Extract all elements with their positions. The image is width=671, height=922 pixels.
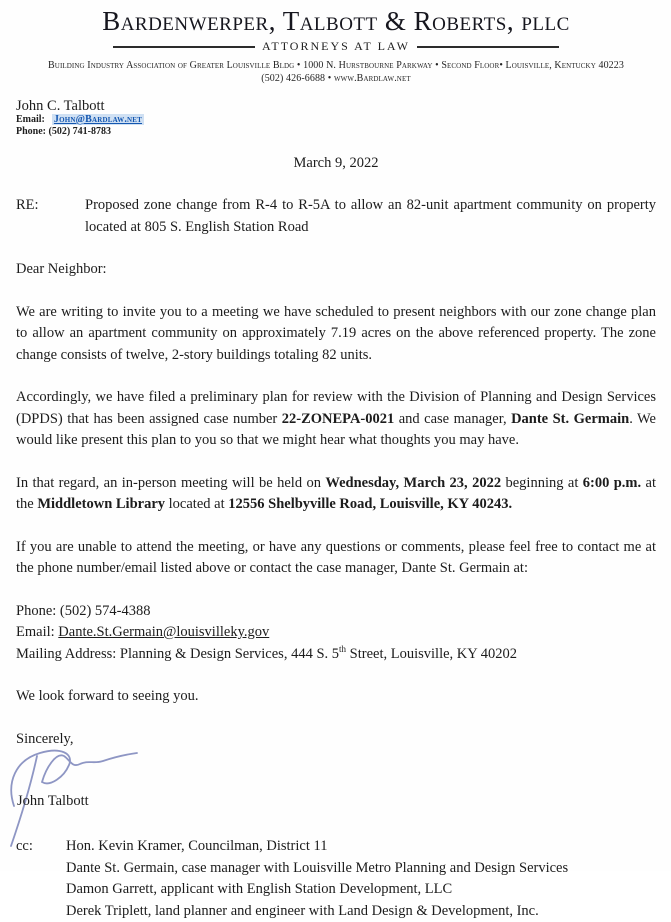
cc-entry: Derek Triplett, land planner and engineer with Land Design & Development, Inc. (66, 901, 656, 922)
firm-name: Bardenwerper, Talbott & Roberts, pllc (16, 6, 656, 36)
firm-address-line: Building Industry Association of Greater Louisville Bldg • 1000 N. Hurstbourne Parkway • Second Floor• Louisville, Kentucky 40223 (16, 60, 656, 72)
body-paragraph-1: We are writing to invite you to a meeting we have scheduled to present neighbors with our zone change plan to allow an apartment community on approximately 7.19 acres on the above referenced property. The zone change consists of twelve, 2-story buildings totaling 82 units. (16, 302, 656, 367)
sender-email-link[interactable]: John@Bardlaw.net (52, 114, 144, 125)
contact-phone-line: Phone: (502) 574-4388 (16, 601, 656, 623)
sender-email-line (16, 114, 656, 126)
cc-entry: Damon Garrett, applicant with English Station Development, LLC (66, 879, 656, 901)
signed-name: John Talbott (17, 791, 89, 813)
firm-phone-web-line: (502) 426-6688 • www.Bardlaw.net (16, 73, 656, 85)
cc-entry: Dante St. Germain, case manager with Louisville Metro Planning and Design Services (66, 858, 656, 880)
tagline-rule-left (113, 46, 255, 48)
letterhead (16, 6, 656, 85)
sincerely-line: Sincerely, (16, 729, 656, 751)
sender-phone-line (16, 126, 656, 138)
re-label: RE: (16, 195, 85, 238)
contact-mailing-line: Mailing Address: Planning & Design Services, 444 S. 5th Street, Louisville, KY 40202 (16, 644, 656, 666)
firm-tagline: ATTORNEYS AT LAW (262, 36, 410, 58)
sender-phone-value: (502) 741-8783 (49, 126, 112, 137)
signature-block (16, 752, 656, 810)
tagline-rule-right (417, 46, 559, 48)
sender-name: John C. Talbott (16, 98, 656, 114)
re-text: Proposed zone change from R-4 to R-5A to allow an 82-unit apartment community on property located at 805 S. English Station Road (85, 195, 656, 238)
case-manager-contact-block (16, 601, 656, 666)
sender-block (16, 98, 656, 138)
re-block (16, 195, 656, 238)
body-paragraph-2: Accordingly, we have filed a preliminary plan for review with the Division of Planning and Design Services (DPDS) that has been assigned case number 22-ZONEPA-0021 and case manager, Dante St. Germain. We would like present this plan to you so that we might hear what thoughts you may have. (16, 387, 656, 452)
contact-email-line[interactable]: Email: Dante.St.Germain@louisvilleky.gov (16, 622, 656, 644)
sender-phone-label: Phone: (16, 126, 46, 137)
body-paragraph-4: If you are unable to attend the meeting, or have any questions or comments, please feel free to contact me at the phone number/email listed above or contact the case manager, Dante St. Germain at: (16, 537, 656, 580)
tagline-row (113, 36, 559, 58)
salutation: Dear Neighbor: (16, 259, 656, 281)
body-paragraph-3: In that regard, an in-person meeting will be held on Wednesday, March 23, 2022 beginning at 6:00 p.m. at the Middletown Library located at 12556 Shelbyville Road, Louisville, KY 40243. (16, 473, 656, 516)
look-forward-line: We look forward to seeing you. (16, 686, 656, 708)
cc-label: cc: (16, 836, 66, 922)
sender-email-label: Email: (16, 114, 45, 125)
letter-date: March 9, 2022 (16, 153, 656, 175)
cc-entry: Hon. Kevin Kramer, Councilman, District 11 (66, 836, 656, 858)
